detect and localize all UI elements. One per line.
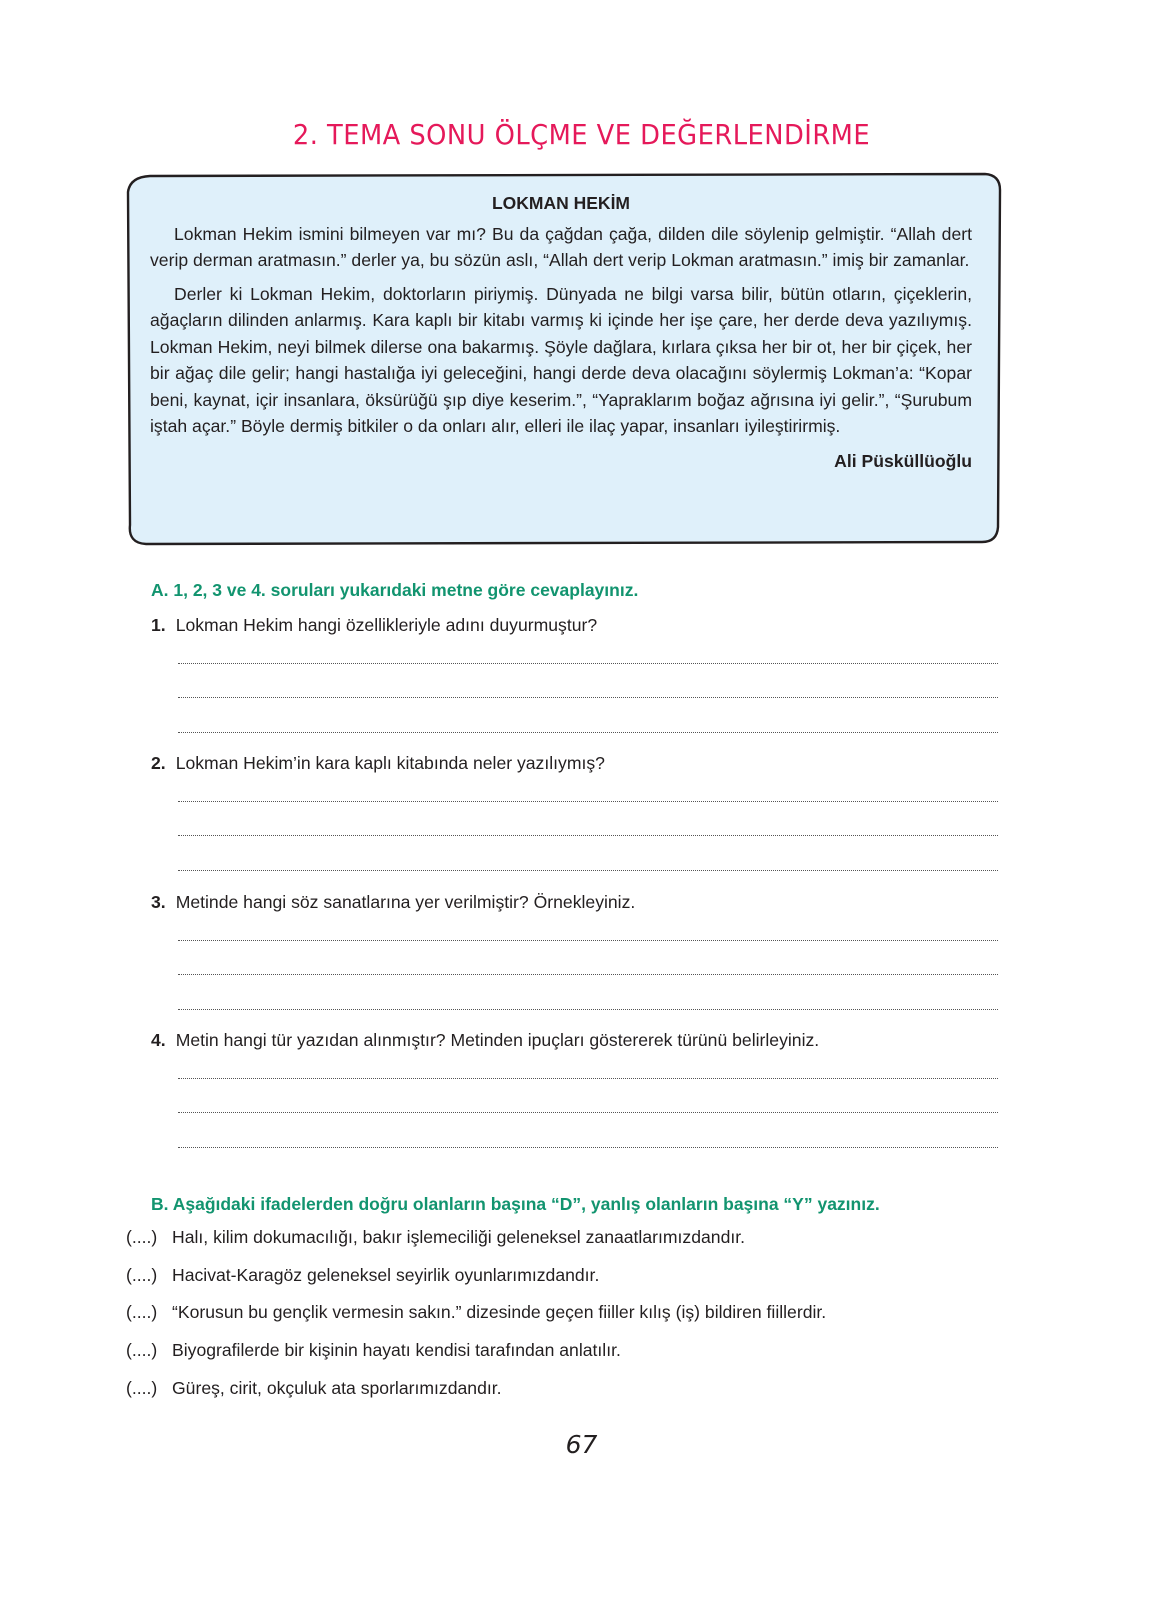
answer-line[interactable] bbox=[178, 974, 998, 975]
statement-text: Hacivat-Karagöz geleneksel seyirlik oyunlarımızdandır. bbox=[172, 1265, 600, 1285]
answer-line[interactable] bbox=[178, 835, 998, 836]
passage-author: Ali Püsküllüoğlu bbox=[834, 450, 972, 471]
passage-paragraph: Derler ki Lokman Hekim, doktorların piriymiş. Dünyada ne bilgi varsa bilir, bütün otların, çiçeklerin, ağaçların dilinden anlarmış. Kara kaplı bir kitabı varmış ki içinde her işe çare, her derde deva yazılıymış. Lokman Hekim, neyi bilmek dilerse ona bakarmış. Şöyle dağlara, kırlara çıksa her bir ot, her bir çiçek, her bir ağaç dile gelir; hangi hastalığa iyi geleceğini, hangi derde deva olacağını söylermiş Lokman’a: “Kopar beni, kaynat, içir insanlara, öksürüğü şıp diye keserim.”, “Yapraklarım boğaz ağrısına iyi gelir.”, “Şurubum iştah açar.” Böyle dermiş bitkiler o da onları alır, elleri ile ilaç yapar, insanları iyileştirirmiş. bbox=[150, 283, 972, 436]
section-a-heading: A. 1, 2, 3 ve 4. soruları yukarıdaki metne göre cevaplayınız. bbox=[151, 580, 639, 600]
question-number: 4. bbox=[151, 1030, 166, 1050]
statement-text: Güreş, cirit, okçuluk ata sporlarımızdandır. bbox=[172, 1378, 502, 1398]
question-number: 2. bbox=[151, 753, 166, 773]
passage-paragraph: Lokman Hekim ismini bilmeyen var mı? Bu da çağdan çağa, dilden dile söylenip gelmiştir. “Allah dert verip derman aratmasın.” derler ya, bu sözün aslı, “Allah dert verip Lokman aratmasın.” imiş bir zamanlar. bbox=[150, 223, 972, 270]
page-title: 2. TEMA SONU ÖLÇME VE DEĞERLENDİRME bbox=[292, 118, 871, 151]
statement-item bbox=[126, 1265, 599, 1286]
answer-line[interactable] bbox=[178, 732, 998, 733]
answer-line[interactable] bbox=[178, 801, 998, 802]
question-text: Metin hangi tür yazıdan alınmıştır? Metinden ipuçları göstererek türünü belirleyiniz. bbox=[175, 1030, 820, 1050]
answer-line[interactable] bbox=[178, 1147, 998, 1148]
answer-line[interactable] bbox=[178, 663, 998, 664]
statement-item bbox=[126, 1340, 621, 1361]
answer-blank[interactable]: (....) bbox=[126, 1302, 158, 1322]
question-4 bbox=[151, 1030, 819, 1051]
answer-line[interactable] bbox=[178, 1112, 998, 1113]
statement-item bbox=[126, 1227, 745, 1248]
answer-line[interactable] bbox=[178, 940, 998, 941]
question-number: 3. bbox=[151, 892, 166, 912]
answer-line[interactable] bbox=[178, 1078, 998, 1079]
answer-line[interactable] bbox=[178, 697, 998, 698]
statement-text: “Korusun bu gençlik vermesin sakın.” dizesinde geçen fiiller kılış (iş) bildiren fiillerdir. bbox=[172, 1302, 827, 1322]
statement-text: Halı, kilim dokumacılığı, bakır işlemeciliği geleneksel zanaatlarımızdandır. bbox=[172, 1227, 746, 1247]
answer-line[interactable] bbox=[178, 1009, 998, 1010]
section-b-heading: B. Aşağıdaki ifadelerden doğru olanların başına “D”, yanlış olanların başına “Y” yazınız. bbox=[151, 1194, 880, 1214]
question-text: Metinde hangi söz sanatlarına yer verilmiştir? Örnekleyiniz. bbox=[175, 892, 636, 912]
passage-title: LOKMAN HEKİM bbox=[491, 193, 631, 213]
page-number: 67 bbox=[565, 1430, 598, 1459]
question-3 bbox=[151, 892, 635, 913]
answer-blank[interactable]: (....) bbox=[126, 1340, 158, 1360]
reading-passage bbox=[150, 190, 972, 474]
question-text: Lokman Hekim’in kara kaplı kitabında neler yazılıymış? bbox=[175, 753, 605, 773]
question-1 bbox=[151, 615, 597, 636]
answer-blank[interactable]: (....) bbox=[126, 1378, 158, 1398]
question-text: Lokman Hekim hangi özellikleriyle adını duyurmuştur? bbox=[175, 615, 598, 635]
question-2 bbox=[151, 753, 605, 774]
answer-blank[interactable]: (....) bbox=[126, 1265, 158, 1285]
statement-item bbox=[126, 1378, 502, 1399]
answer-blank[interactable]: (....) bbox=[126, 1227, 158, 1247]
statement-text: Biyografilerde bir kişinin hayatı kendisi tarafından anlatılır. bbox=[172, 1340, 621, 1360]
question-number: 1. bbox=[151, 615, 166, 635]
statement-item bbox=[126, 1302, 826, 1323]
answer-line[interactable] bbox=[178, 870, 998, 871]
